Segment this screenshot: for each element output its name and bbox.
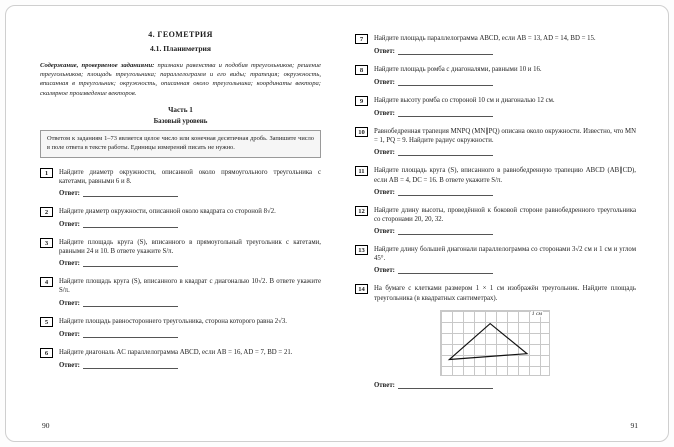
answer-label: Ответ: bbox=[374, 267, 395, 275]
task-1 bbox=[40, 168, 321, 197]
answer-blank bbox=[83, 331, 178, 338]
right-page bbox=[337, 6, 668, 441]
task-number: 9 bbox=[355, 96, 368, 106]
task-text: Найдите площадь равностороннего треугольника, сторона которого равна 2√3. bbox=[59, 317, 287, 325]
task-number: 11 bbox=[355, 166, 368, 176]
answer-blank bbox=[398, 189, 493, 196]
level-label: Базовый уровень bbox=[153, 117, 208, 125]
book-frame bbox=[5, 5, 669, 442]
answer-blank bbox=[398, 48, 493, 55]
answer-blank bbox=[83, 190, 178, 197]
task-number: 13 bbox=[355, 245, 368, 255]
section-intro bbox=[40, 61, 321, 98]
task-text: Найдите диагональ AC параллелограмма ABCD, если AB = 16, AD = 7, BD = 21. bbox=[59, 348, 293, 356]
answer-blank bbox=[398, 228, 493, 235]
task-number: 2 bbox=[40, 207, 53, 217]
task-3 bbox=[40, 238, 321, 267]
answer-label: Ответ: bbox=[59, 361, 80, 369]
page-number-right: 91 bbox=[630, 421, 638, 430]
task-14 bbox=[355, 284, 636, 388]
task-text: Найдите площадь ромба с диагоналями, равными 10 и 16. bbox=[374, 66, 542, 73]
task-text: Равнобедренная трапеция MNPQ (MN∥PQ) описана около окружности. Известно, что MN = 1, PQ = 9. Найдите радиус окружности. bbox=[374, 128, 636, 145]
answer-label: Ответ: bbox=[374, 149, 395, 157]
task-9 bbox=[355, 96, 636, 117]
task-text: Найдите длину высоты, проведённой к боковой стороне равнобедренного треугольника со сторонами 20, 20, 32. bbox=[374, 206, 636, 223]
answer-blank bbox=[398, 149, 493, 156]
task-number: 4 bbox=[40, 277, 53, 287]
answer-label: Ответ: bbox=[374, 110, 395, 117]
task-number: 5 bbox=[40, 317, 53, 327]
cell-size-label: 1 см bbox=[531, 310, 542, 317]
task-number: 6 bbox=[40, 348, 53, 358]
task-number: 10 bbox=[355, 127, 368, 137]
task-5 bbox=[40, 317, 321, 338]
task-text: Найдите диаметр окружности, описанной около квадрата со стороной 8√2. bbox=[59, 207, 276, 215]
task-number: 8 bbox=[355, 65, 368, 75]
grid-figure bbox=[440, 310, 550, 376]
answer-label: Ответ: bbox=[59, 220, 80, 228]
answer-label: Ответ: bbox=[374, 228, 395, 236]
task-4 bbox=[40, 277, 321, 306]
task-12 bbox=[355, 206, 636, 235]
answer-line bbox=[374, 110, 636, 117]
answer-line bbox=[374, 189, 636, 196]
page-number-left: 90 bbox=[42, 421, 50, 430]
task-10 bbox=[355, 127, 636, 156]
task-text: Найдите площадь круга (S), вписанного в прямоугольный треугольник с катетами, равными 24 и 10. В ответе укажите S/π. bbox=[59, 238, 321, 256]
answer-line bbox=[59, 190, 321, 197]
answer-line bbox=[59, 362, 321, 369]
answer-blank bbox=[398, 267, 493, 274]
answer-label: Ответ: bbox=[374, 79, 395, 86]
answer-blank bbox=[83, 300, 178, 307]
answer-line bbox=[374, 267, 636, 274]
answer-line bbox=[59, 260, 321, 267]
section-title: 4.1. Планиметрия bbox=[149, 44, 212, 53]
task-number: 3 bbox=[40, 238, 53, 248]
task-13 bbox=[355, 245, 636, 274]
task-number: 12 bbox=[355, 206, 368, 216]
task-6 bbox=[40, 348, 321, 369]
answer-label: Ответ: bbox=[59, 299, 80, 307]
answer-label: Ответ: bbox=[59, 189, 80, 197]
task-text: Найдите высоту ромба со стороной 10 см и диагональю 12 см. bbox=[374, 97, 555, 104]
task-number: 1 bbox=[40, 168, 53, 178]
task-8 bbox=[355, 65, 636, 86]
intro-text: признаки равенства и подобия треугольников; решение треугольников; площадь треугольника; параллелограмм и его виды; трапеция; окружность, вписанная в треугольник; окружность, описанная около треугольника; координаты вектора; скалярное произведение векторов. bbox=[40, 62, 321, 97]
left-page bbox=[6, 6, 337, 441]
task-text: Найдите длину большей диагонали параллелограмма со сторонами 3√2 см и 1 см и углом 45°. bbox=[374, 246, 636, 263]
part-label: Часть 1 bbox=[168, 105, 193, 114]
answer-line bbox=[59, 221, 321, 228]
task-text: На бумаге с клетками размером 1 × 1 см изображён треугольник. Найдите площадь треугольника (в квадратных сантиметрах). bbox=[374, 285, 636, 302]
answer-blank bbox=[398, 79, 493, 86]
task-number: 7 bbox=[355, 34, 368, 44]
task-2 bbox=[40, 207, 321, 228]
answer-line bbox=[374, 149, 636, 156]
answer-label: Ответ: bbox=[59, 260, 80, 268]
answer-blank bbox=[83, 221, 178, 228]
task-text: Найдите диаметр окружности, описанной около прямоугольного треугольника с катетами, равными 6 и 8. bbox=[59, 168, 321, 185]
answer-blank bbox=[398, 382, 493, 389]
answer-line bbox=[374, 382, 636, 389]
task-number: 14 bbox=[355, 284, 368, 294]
task-text: Найдите площадь круга (S), вписанного в квадрат с диагональю 10√2. В ответе укажите S/π. bbox=[59, 278, 321, 295]
answer-label: Ответ: bbox=[374, 48, 395, 55]
answer-blank bbox=[398, 110, 493, 117]
answer-label: Ответ: bbox=[59, 330, 80, 338]
answer-line bbox=[59, 300, 321, 307]
task-11 bbox=[355, 166, 636, 195]
answer-line bbox=[374, 228, 636, 235]
task-text: Найдите площадь круга (S), вписанного в равнобедренную трапецию ABCD (AB∥CD), если AB = 4, DC = 16. В ответе укажите S/π. bbox=[374, 167, 636, 184]
answer-blank bbox=[83, 260, 178, 267]
answer-line bbox=[374, 79, 636, 86]
answer-label: Ответ: bbox=[374, 381, 395, 389]
answer-blank bbox=[83, 362, 178, 369]
answer-line bbox=[374, 48, 636, 55]
triangle-figure bbox=[441, 311, 549, 375]
book-spread bbox=[6, 6, 668, 441]
instruction-box: Ответом к заданиям 1–73 является целое число или конечная десятичная дробь. Запишите число в поле ответа в тексте работы. Единицы измерений писать не нужно. bbox=[40, 130, 321, 158]
task-7 bbox=[355, 34, 636, 55]
chapter-title: 4. ГЕОМЕТРИЯ bbox=[148, 30, 213, 39]
task-text: Найдите площадь параллелограмма ABCD, если AB = 13, AD = 14, BD = 15. bbox=[374, 35, 596, 42]
answer-line bbox=[59, 331, 321, 338]
intro-lead: Содержание, проверяемое заданиями: bbox=[40, 62, 155, 69]
answer-label: Ответ: bbox=[374, 188, 395, 196]
